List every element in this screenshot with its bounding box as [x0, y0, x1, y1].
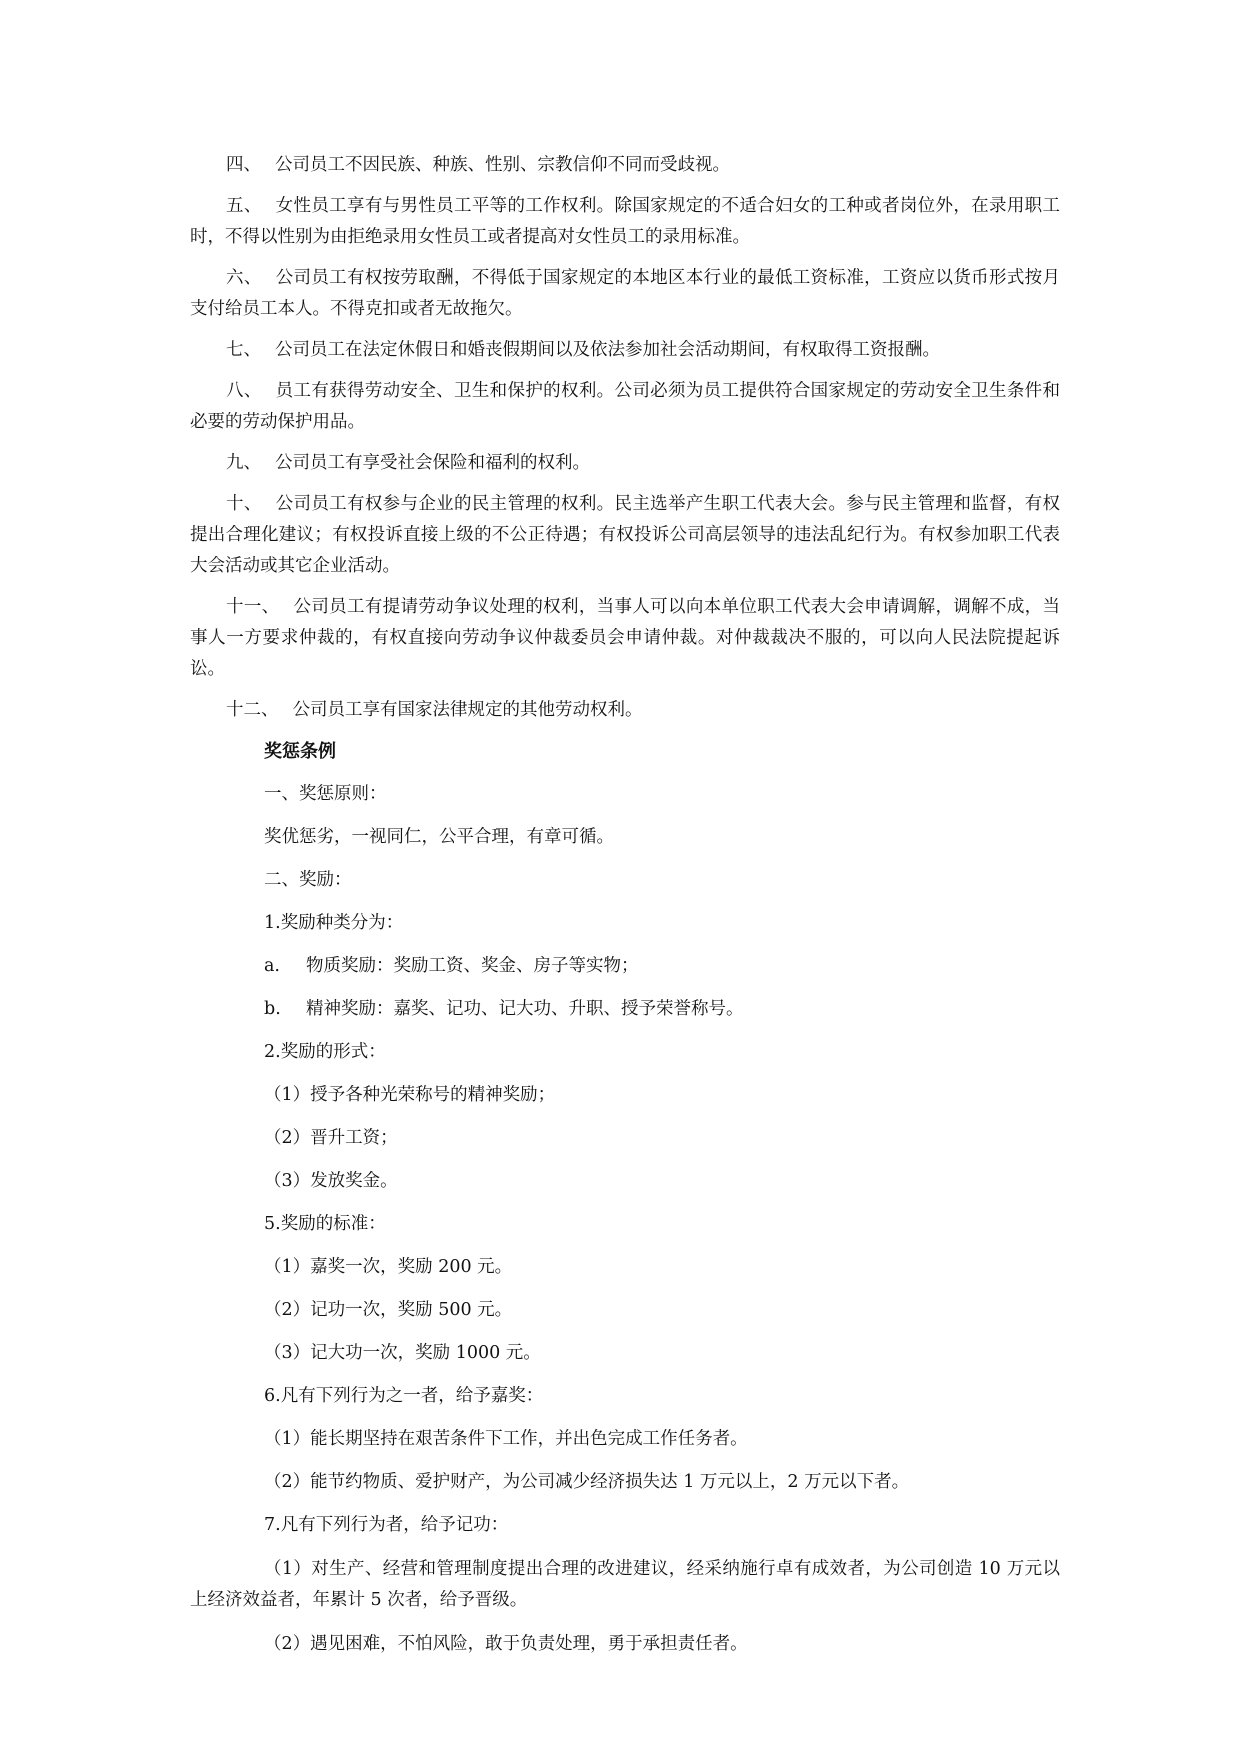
standard-item: （2）记功一次，奖励 500 元。 — [264, 1300, 513, 1320]
rights-item-9: 九、 公司员工有享受社会保险和福利的权利。 — [226, 453, 590, 473]
form-item: （2）晋升工资； — [264, 1128, 398, 1148]
types-heading: 1.奖励种类分为： — [264, 913, 404, 933]
rights-item-5: 五、 女性员工享有与男性员工平等的工作权利。除国家规定的不适合妇女的工种或者岗位外，在录用职工时，不得以性别为由拒绝录用女性员工或者提高对女性员工的录用标准。 — [190, 196, 1061, 247]
standard-item: （3）记大功一次，奖励 1000 元。 — [264, 1343, 541, 1363]
commend-heading: 6.凡有下列行为之一者，给予嘉奖： — [264, 1386, 544, 1406]
reward-type-b: b. 精神奖励：嘉奖、记功、记大功、升职、授予荣誉称号。 — [264, 999, 744, 1019]
merit-heading: 7.凡有下列行为者，给予记功： — [264, 1515, 509, 1535]
rights-item-11: 十一、 公司员工有提请劳动争议处理的权利，当事人可以向本单位职工代表大会申请调解，调解不成，当事人一方要求仲裁的，有权直接向劳动争议仲裁委员会申请仲裁。对仲裁裁决不服的，可以向人民法院提起诉讼。 — [190, 597, 1060, 679]
document-page — [190, 150, 1060, 1673]
principle-heading: 一、奖惩原则： — [264, 784, 387, 804]
rights-item-8: 八、 员工有获得劳动安全、卫生和保护的权利。公司必须为员工提供符合国家规定的劳动安全卫生条件和必要的劳动保护用品。 — [190, 381, 1061, 432]
rights-item-7: 七、 公司员工在法定休假日和婚丧假期间以及依法参加社会活动期间，有权取得工资报酬。 — [226, 340, 940, 360]
principle-text: 奖优惩劣，一视同仁，公平合理，有章可循。 — [264, 827, 614, 847]
section-title: 奖惩条例 — [264, 741, 336, 762]
standard-item: （1）嘉奖一次，奖励 200 元。 — [264, 1257, 513, 1277]
rights-item-4: 四、 公司员工不因民族、种族、性别、宗教信仰不同而受歧视。 — [226, 155, 730, 175]
rights-item-10: 十、 公司员工有权参与企业的民主管理的权利。民主选举产生职工代表大会。参与民主管理和监督，有权提出合理化建议；有权投诉直接上级的不公正待遇；有权投诉公司高层领导的违法乱纪行为。有权参加职工代表大会活动或其它企业活动。 — [190, 494, 1061, 576]
rights-item-6: 六、 公司员工有权按劳取酬，不得低于国家规定的本地区本行业的最低工资标准，工资应以货币形式按月支付给员工本人。不得克扣或者无故拖欠。 — [190, 268, 1061, 319]
forms-heading: 2.奖励的形式： — [264, 1042, 386, 1062]
reward-heading: 二、奖励： — [264, 870, 352, 890]
rights-item-12: 十二、 公司员工享有国家法律规定的其他劳动权利。 — [226, 700, 643, 720]
commend-item: （1）能长期坚持在艰苦条件下工作，并出色完成工作任务者。 — [264, 1429, 748, 1449]
form-item: （1）授予各种光荣称号的精神奖励； — [264, 1085, 556, 1105]
merit-item: （1）对生产、经营和管理制度提出合理的改进建议，经采纳施行卓有成效者，为公司创造 10 万元以上经济效益者，年累计 5 次者，给予晋级。 — [190, 1559, 1060, 1610]
merit-item: （2）遇见困难，不怕风险，敢于负责处理，勇于承担责任者。 — [264, 1634, 748, 1654]
employee-rights-list — [190, 150, 1060, 726]
standards-heading: 5.奖励的标准： — [264, 1214, 386, 1234]
commend-item: （2）能节约物质、爱护财产，为公司减少经济损失达 1 万元以上，2 万元以下者。 — [264, 1472, 910, 1492]
form-item: （3）发放奖金。 — [264, 1171, 398, 1191]
reward-type-a: a. 物质奖励：奖励工资、奖金、房子等实物； — [264, 956, 639, 976]
